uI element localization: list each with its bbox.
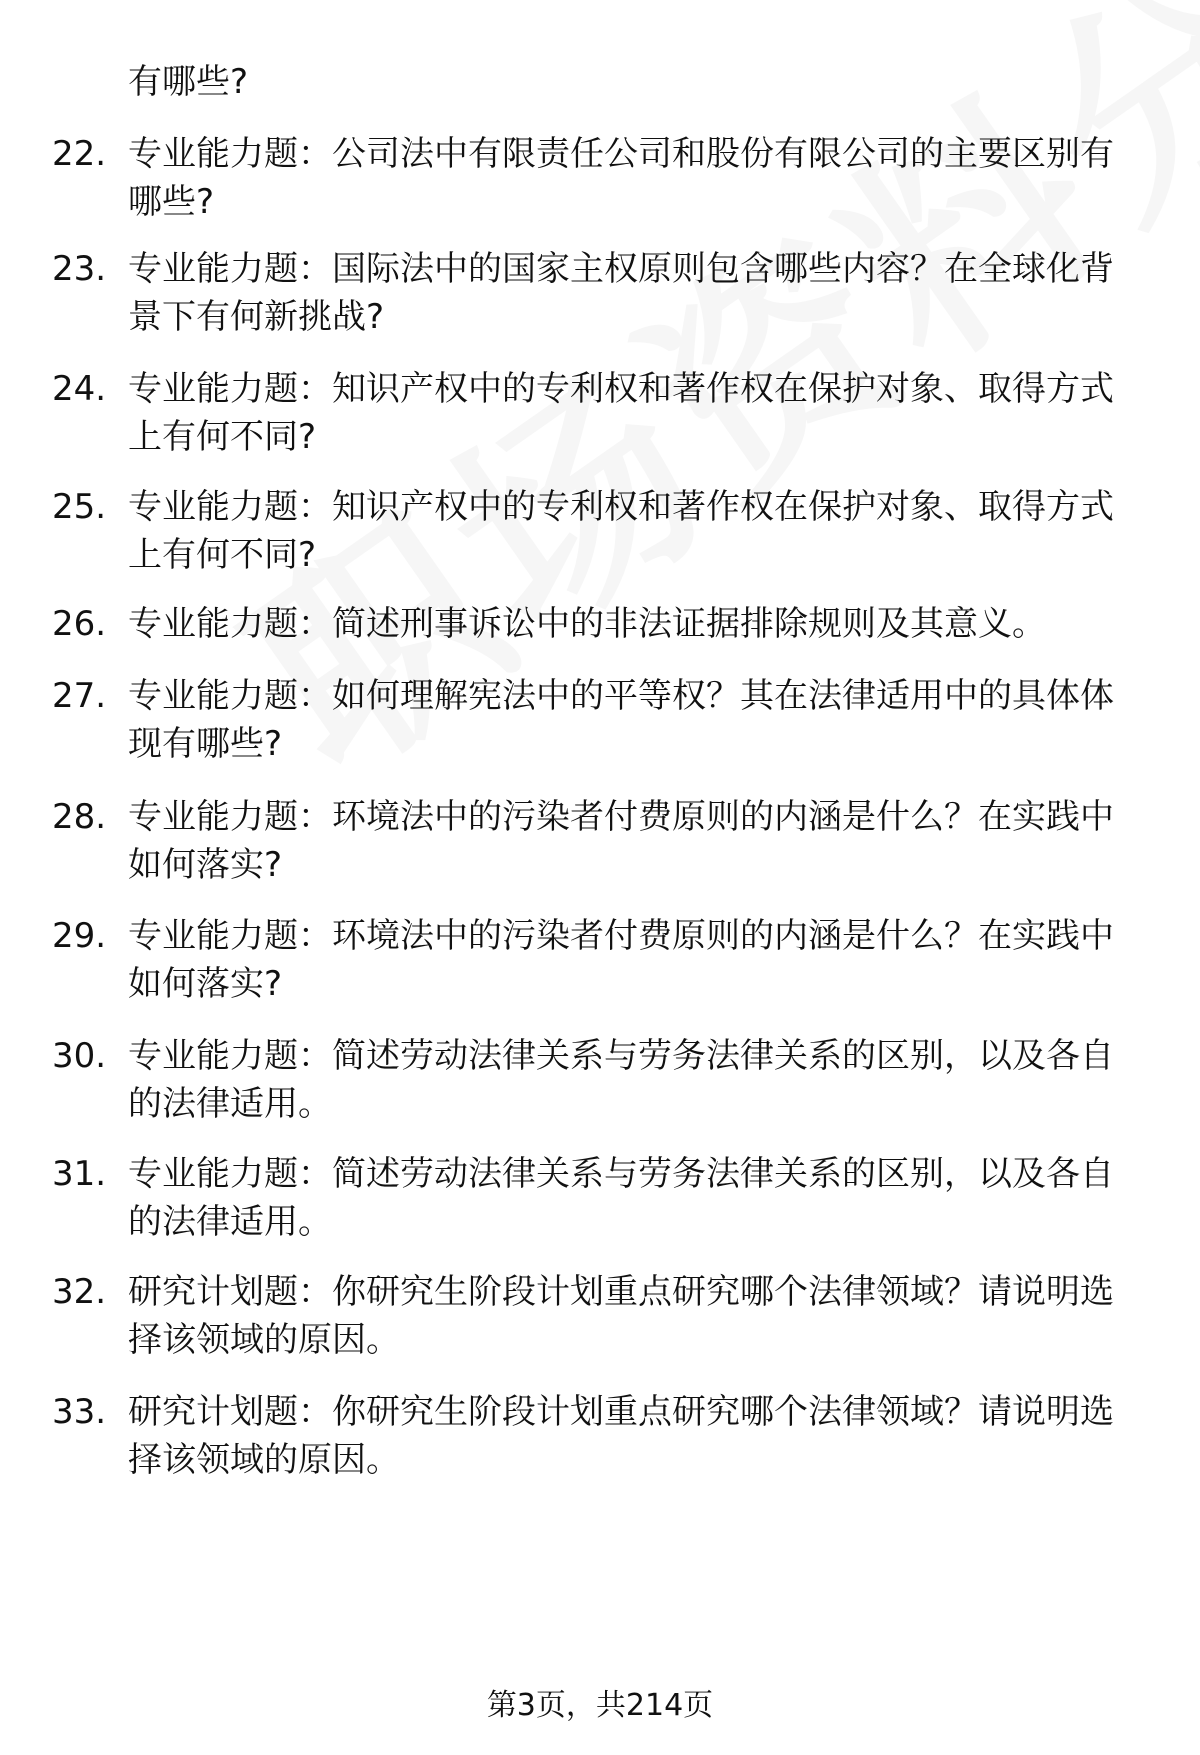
item-text: 专业能力题：简述劳动法律关系与劳务法律关系的区别，以及各自的法律适用。 bbox=[128, 1036, 1114, 1124]
item-text: 专业能力题：环境法中的污染者付费原则的内涵是什么？在实践中如何落实? bbox=[128, 916, 1114, 1004]
item-number: 32. bbox=[52, 1272, 107, 1312]
item-text: 专业能力题：简述劳动法律关系与劳务法律关系的区别，以及各自的法律适用。 bbox=[128, 1154, 1114, 1242]
item-text: 专业能力题：简述刑事诉讼中的非法证据排除规则及其意义。 bbox=[128, 604, 1046, 644]
item-number: 28. bbox=[52, 797, 107, 837]
item-text: 专业能力题：国际法中的国家主权原则包含哪些内容？在全球化背景下有何新挑战? bbox=[128, 249, 1114, 337]
item-number: 26. bbox=[52, 604, 107, 644]
item-text: 研究计划题：你研究生阶段计划重点研究哪个法律领域？请说明选择该领域的原因。 bbox=[128, 1272, 1114, 1360]
item-number: 24. bbox=[52, 369, 107, 409]
page-footer: 第3页，共214页 bbox=[486, 1688, 714, 1723]
item-number: 29. bbox=[52, 916, 107, 956]
item-text: 专业能力题：知识产权中的专利权和著作权在保护对象、取得方式上有何不同? bbox=[128, 369, 1114, 457]
item-text: 专业能力题：如何理解宪法中的平等权？其在法律适用中的具体体现有哪些? bbox=[128, 676, 1114, 764]
continuation-text: 有哪些? bbox=[128, 62, 249, 102]
item-text: 专业能力题：知识产权中的专利权和著作权在保护对象、取得方式上有何不同? bbox=[128, 487, 1114, 575]
item-number: 30. bbox=[52, 1036, 107, 1076]
item-text: 专业能力题：环境法中的污染者付费原则的内涵是什么？在实践中如何落实? bbox=[128, 797, 1114, 885]
item-text: 研究计划题：你研究生阶段计划重点研究哪个法律领域？请说明选择该领域的原因。 bbox=[128, 1392, 1114, 1480]
item-text: 专业能力题：公司法中有限责任公司和股份有限公司的主要区别有哪些? bbox=[128, 134, 1114, 222]
item-number: 31. bbox=[52, 1154, 107, 1194]
item-number: 25. bbox=[52, 487, 107, 527]
item-number: 23. bbox=[52, 249, 107, 289]
item-number: 22. bbox=[52, 134, 107, 174]
item-number: 33. bbox=[52, 1392, 107, 1432]
item-number: 27. bbox=[52, 676, 107, 716]
